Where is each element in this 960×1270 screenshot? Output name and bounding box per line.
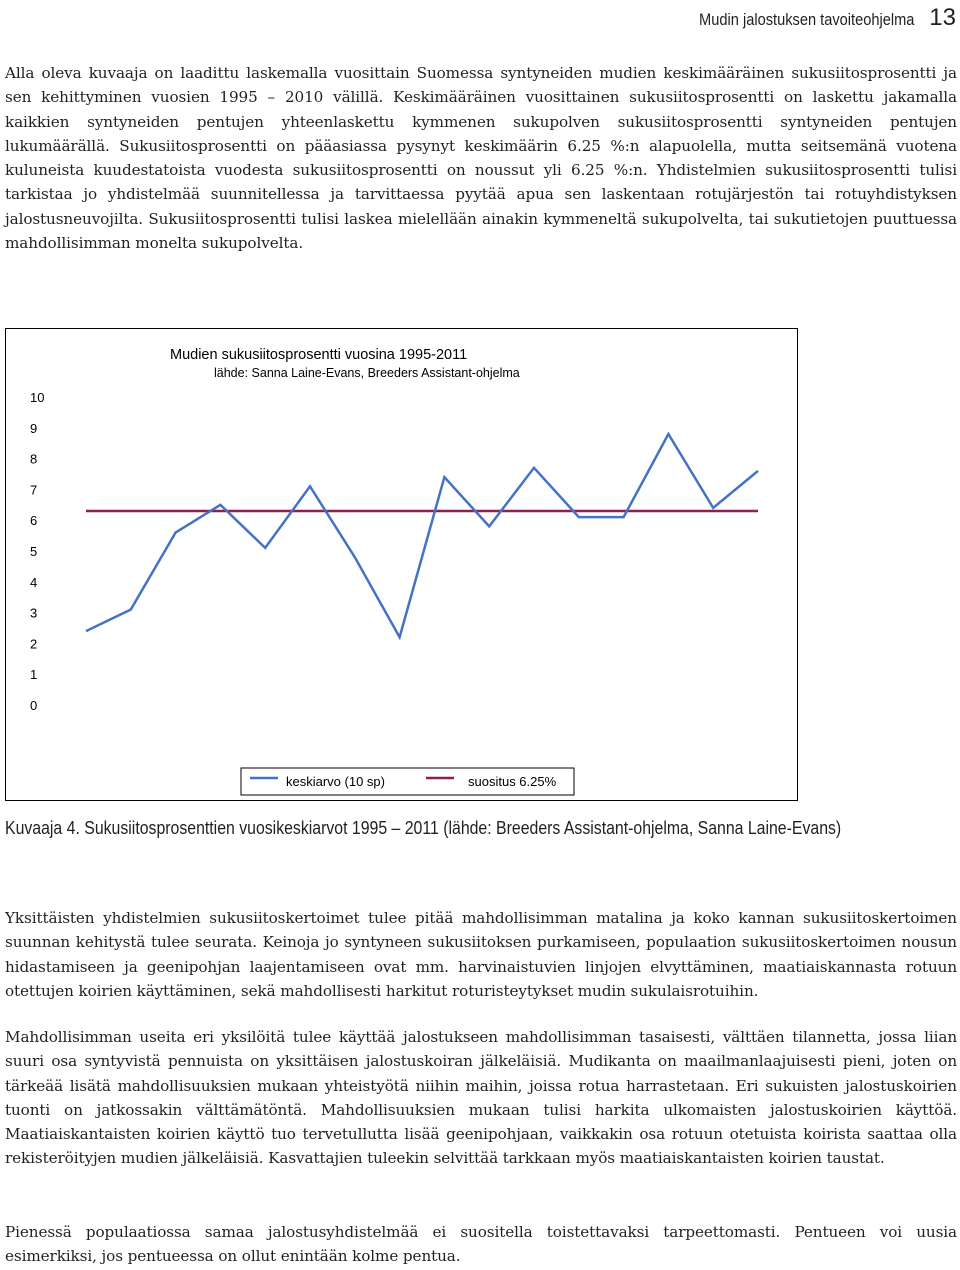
series-layer bbox=[86, 434, 758, 637]
y-tick-label: 8 bbox=[30, 451, 38, 467]
figure-caption: Kuvaaja 4. Sukusiitosprosenttien vuosikeskiarvot 1995 – 2011 (lähde: Breeders Assistant-ohjelma, Sanna Laine-Evans) bbox=[5, 818, 842, 838]
chart-subtitle: lähde: Sanna Laine-Evans, Breeders Assistant-ohjelma bbox=[214, 366, 520, 380]
chart-canvas bbox=[6, 329, 797, 800]
chart-title: Mudien sukusiitosprosentti vuosina 1995-2011 bbox=[170, 347, 468, 363]
y-tick-label: 1 bbox=[30, 667, 38, 683]
y-tick-label: 2 bbox=[30, 636, 38, 652]
paragraph-individuals: Mahdollisimman useita eri yksilöitä tulee käyttää jalostukseen mahdollisimman tasaisesti, välttäen tilannetta, jossa liian suuri osa syntyvistä pennuista on yksittäisen jalostuskoiran jälkeläisiä. Mudikanta on maailmanlaajuisesti pieni, joten on tärkeää lisätä mahdollisuuksien mukaan yhteistyötä niihin maihin, joissa rotua harrastetaan. Eri sukuisten jalostuskoirien tuonti on jatkossakin välttämätöntä. Mahdollisuuksien mukaan tulisi harkita ulkomaisten jalostuskoirien käyttöä. Maatiaiskantaisten koirien käyttö tuo tervetullutta lisää geenipohjaan, vaikkakin osa rotuun otetuista koirista saattaa olla rekisteröityjen mudien jälkeläisiä. Kasvattajien tuleekin selvittää tarkkaan myös maatiaiskantaisten koirien taustat. bbox=[5, 1028, 957, 1168]
running-title: Mudin jalostuksen tavoiteohjelma bbox=[698, 10, 914, 29]
y-tick-label: 0 bbox=[30, 698, 38, 713]
y-tick-label: 4 bbox=[30, 574, 38, 590]
legend-label-suositus: suositus 6.25% bbox=[468, 774, 557, 789]
running-head bbox=[0, 4, 960, 32]
inbreeding-chart bbox=[5, 328, 798, 801]
legend-label-keskiarvo: keskiarvo (10 sp) bbox=[286, 774, 385, 789]
y-tick-label: 9 bbox=[30, 420, 38, 436]
y-tick-label: 3 bbox=[30, 605, 38, 621]
series-line bbox=[86, 434, 758, 637]
page-number: 13 bbox=[929, 4, 956, 31]
paragraph-intro: Alla oleva kuvaaja on laadittu laskemalla vuosittain Suomessa syntyneiden mudien keskimääräinen sukusiitosprosentti ja sen kehittyminen vuosien 1995 – 2010 välillä. Keskimääräinen vuosittainen sukusiitosprosentti on laskettu jakamalla kaikkien syntyneiden pentujen yhteenlaskettu kymmenen sukupolven sukusiitosprosentti syntyneiden pentujen lukumäärällä. Sukusiitosprosentti on pääasiassa pysynyt keskimäärin 6.25 %:n alapuolella, mutta seitsemänä vuotena kuluneista kuudestatoista vuodesta sukusiitosprosentti on noussut yli 6.25 %:n. Yhdistelmien sukusiitosprosentti tulisi tarkistaa jo yhdistelmää suunnitellessa ja tarvittaessa pyytää apua sen laskentaan rotujärjestön tai rotuyhdistyksen jalostusneuvojilta. Sukusiitosprosentti tulisi laskea mielellään ainakin kymmeneltä sukupolvelta, tai sukutietojen puuttuessa mahdollisimman monelta sukupolvelta. bbox=[5, 64, 957, 253]
paragraph-coefficients: Yksittäisten yhdistelmien sukusiitoskertoimet tulee pitää mahdollisimman matalina ja koko kannan sukusiitoskertoimen suunnan kehitystä tulee seurata. Keinoja jo syntyneen sukusiitoksen purkamiseen, populaation sukusiitoskertoimen nousun hidastamiseen ja geenipohjan laajentamiseen ovat mm. harvinaistuvien linjojen elvyttäminen, maatiaiskannasta rotuun otettujen koirien käyttäminen, sekä mahdollisesti harkitut roturisteytykset mudin sukulaisrotuihin. bbox=[5, 909, 957, 1000]
paragraph-small-population: Pienessä populaatiossa samaa jalostusyhdistelmää ei suositella toistettavaksi tarpeettomasti. Pentueen voi uusia esimerkiksi, jos pentueessa on ollut enintään kolme pentua. bbox=[5, 1223, 957, 1266]
y-tick-label: 6 bbox=[30, 513, 38, 529]
y-axis-ticks bbox=[30, 390, 44, 713]
chart-legend bbox=[241, 768, 574, 795]
y-tick-label: 5 bbox=[30, 544, 38, 559]
y-tick-label: 7 bbox=[30, 482, 38, 498]
y-tick-label: 10 bbox=[30, 390, 45, 405]
